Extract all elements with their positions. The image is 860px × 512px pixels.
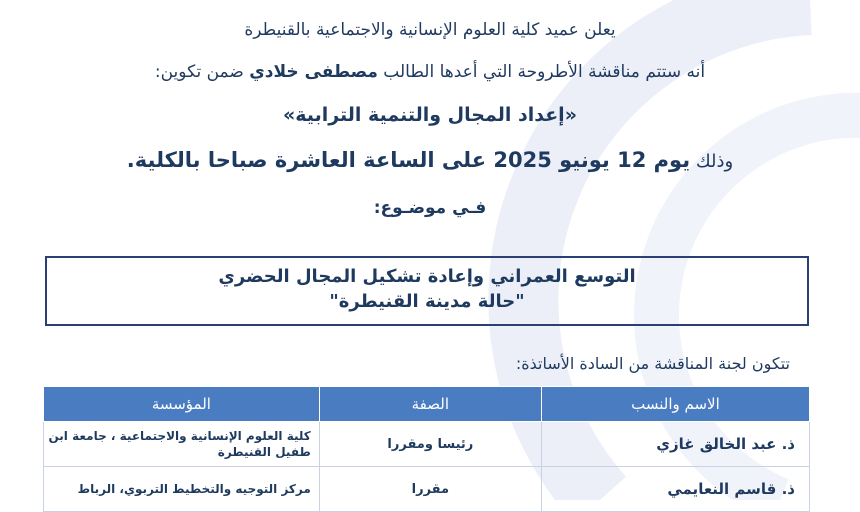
committee-intro: تتكون لجنة المناقشة من السادة الأساتذة: — [515, 354, 790, 373]
defense-date: يوم 12 يونيو 2025 على الساعة العاشرة صباحا بالكلية. — [126, 148, 691, 172]
table-row — [44, 467, 810, 512]
member-institution: مركز التوجيه والتخطيط التربوي، الرباط — [44, 467, 320, 512]
table-row — [44, 422, 810, 467]
thesis-title: التوسع العمراني وإعادة تشكيل المجال الحضري — [218, 266, 636, 287]
member-role: مقررا — [319, 467, 541, 512]
program-name: «إعداد المجال والتنمية الترابية» — [283, 104, 577, 126]
student-name: مصطفى خلادي — [249, 62, 378, 82]
member-name: ذ. قاسم النعايمي — [541, 467, 809, 512]
subject-label: فـي موضـوع: — [373, 198, 487, 218]
dean-announcement-line: يعلن عميد كلية العلوم الإنسانية والاجتماعية بالقنيطرة — [244, 20, 616, 40]
member-role: رئيسا ومقررا — [319, 422, 541, 467]
header-role: الصفة — [319, 387, 541, 422]
defense-intro-text: أنه ستتم مناقشة الأطروحة التي أعدها الطالب — [377, 62, 706, 82]
defense-date-line — [0, 148, 860, 172]
member-name: ذ. عبد الخالق غازي — [541, 422, 809, 467]
thesis-title-box — [45, 256, 809, 326]
thesis-subtitle: "حالة مدينة القنيطرة" — [329, 291, 525, 312]
date-prefix: وذلك — [690, 151, 734, 172]
member-institution: كلية العلوم الإنسانية والاجتماعية ، جامعة ابن طفيل القنيطرة — [44, 422, 320, 467]
thesis-defense-line — [0, 62, 860, 82]
header-institution: المؤسسة — [44, 387, 320, 422]
table-header-row — [44, 387, 810, 422]
program-intro-text: ضمن تكوين: — [154, 62, 250, 82]
committee-table — [43, 386, 810, 512]
header-name: الاسم والنسب — [541, 387, 809, 422]
